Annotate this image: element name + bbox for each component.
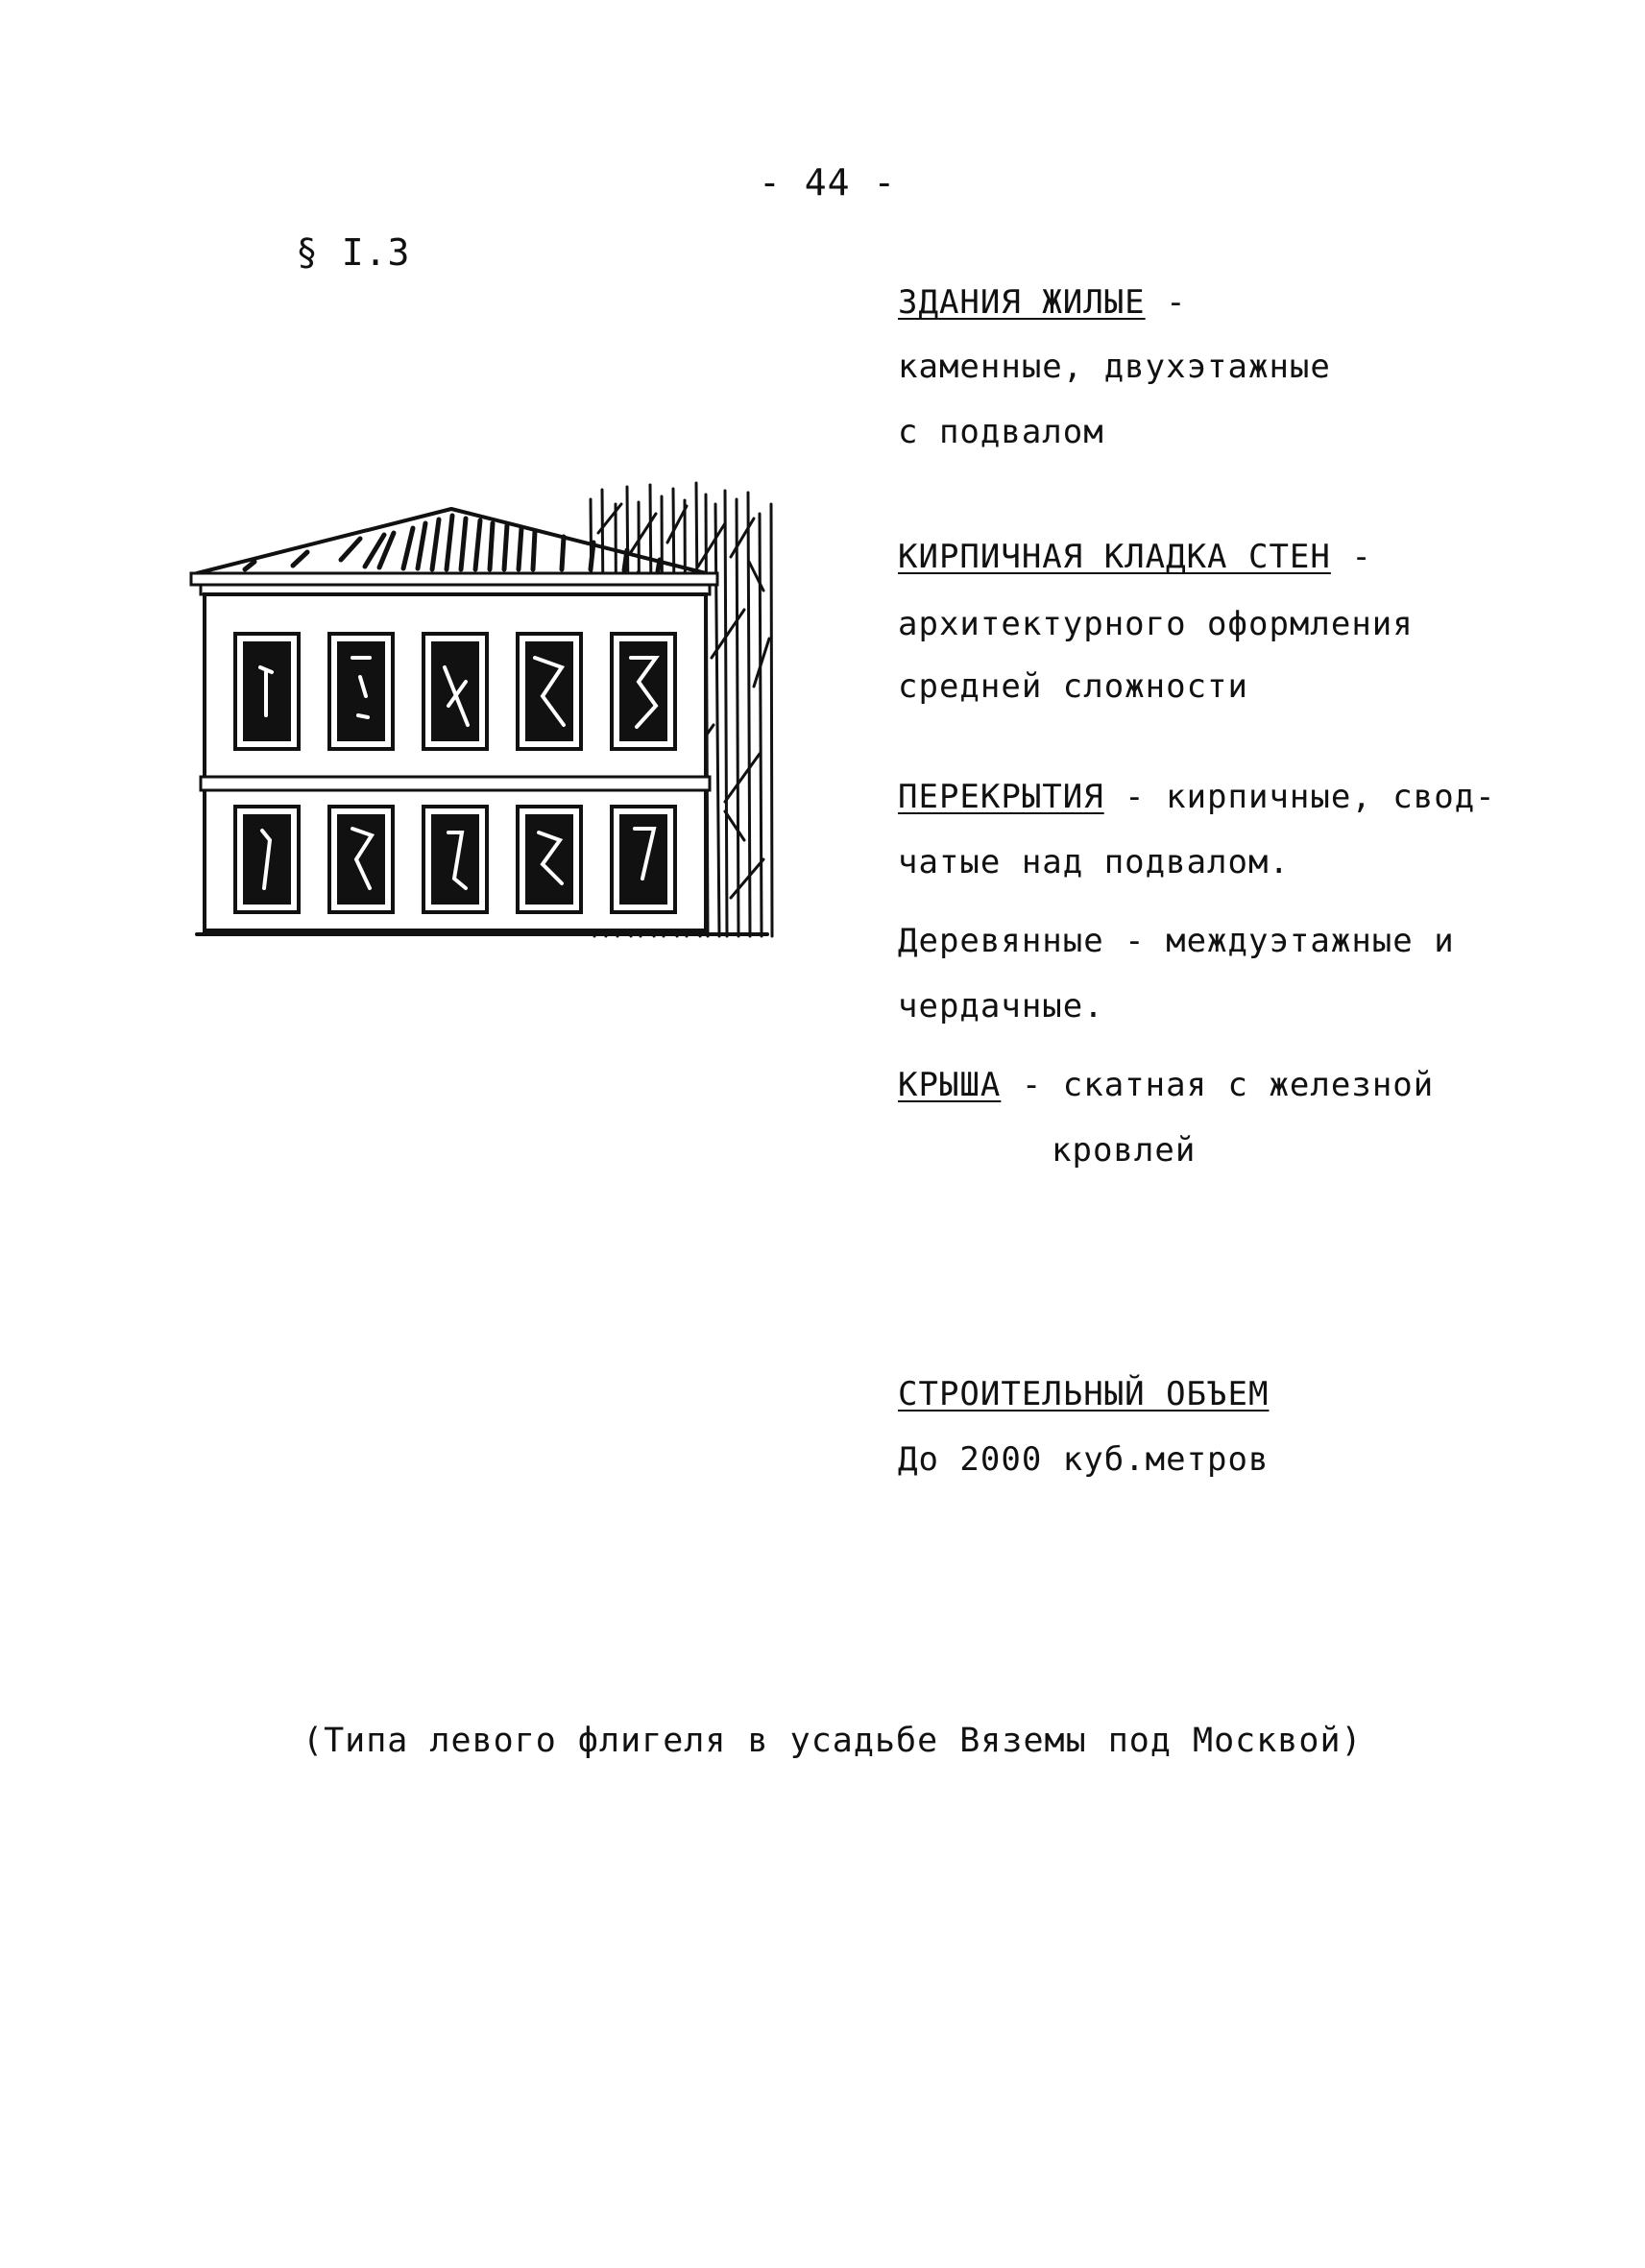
spec-line: с подвалом [898,413,1104,451]
spec-line: Деревянные - междуэтажные и [898,922,1455,960]
spec-heading-line [898,538,1372,576]
spec-heading-line [898,778,1496,816]
spec-heading-suffix: - кирпичные, свод- [1103,778,1496,816]
spec-line: каменные, двухэтажные [898,348,1331,386]
section-number: § I.3 [296,231,411,274]
spec-heading: ЗДАНИЯ ЖИЛЫЕ [898,283,1146,322]
spec-line: средней сложности [898,667,1248,706]
page-number: - 44 - [759,161,897,204]
spec-heading: КИРПИЧНАЯ КЛАДКА СТЕН [898,538,1331,576]
spec-heading-suffix: - [1145,283,1187,322]
spec-heading-line [898,283,1187,322]
spec-heading: СТРОИТЕЛЬНЫЙ ОБЪЕМ [898,1375,1270,1413]
spec-heading: ПЕРЕКРЫТИЯ [898,778,1104,816]
spec-heading-suffix: - [1330,538,1372,576]
spec-line: До 2000 куб.метров [898,1440,1270,1479]
spec-line: чатые над подвалом. [898,843,1290,881]
spec-heading: КРЫША [898,1066,1002,1104]
spec-heading-line [898,1375,1269,1413]
spec-line: чердачные. [898,987,1104,1025]
spec-line: кровлей [1052,1131,1197,1170]
spec-heading-suffix: - скатная с железной [1001,1066,1435,1104]
building-illustration [187,475,792,946]
spec-heading-line [898,1066,1434,1104]
spec-line: архитектурного оформления [898,605,1414,643]
caption: (Типа левого флигеля в усадьбе Вяземы под Москвой) [302,1722,1363,1760]
